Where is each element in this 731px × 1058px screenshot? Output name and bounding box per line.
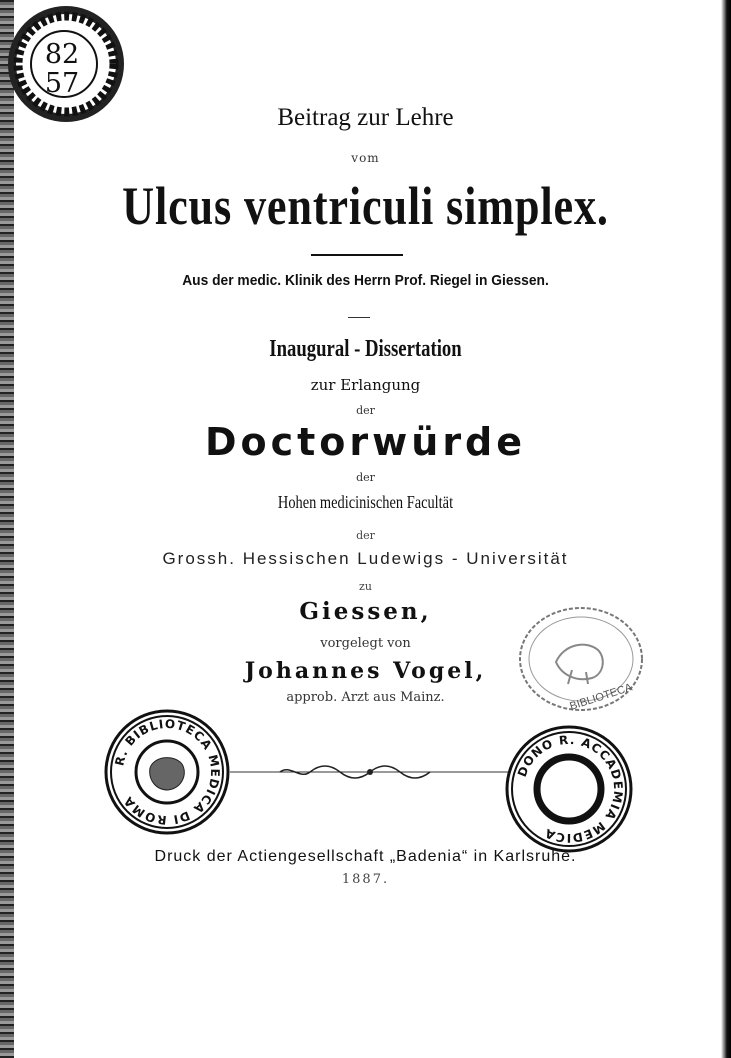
library-oval-stamp <box>516 604 646 714</box>
dissertation-heading: Inaugural - Dissertation <box>269 336 462 362</box>
degree-title: Doctorwürde <box>204 420 527 464</box>
university-line: Grossh. Hessischen Ludewigs - Universität <box>162 549 569 568</box>
printer-line: Druck der Actiengesellschaft „Badenia“ in Karlsruhe. <box>154 848 577 865</box>
author-description: approb. Arzt aus Mainz. <box>286 690 445 705</box>
library-round-stamp-right <box>502 724 636 854</box>
main-title: Ulcus ventriculi simplex. <box>122 176 609 236</box>
round-stamp-left-text: R. BIBLIOTECA MEDICA DI ROMA <box>112 716 223 828</box>
connector-der-2: der <box>356 471 375 484</box>
author-name: Johannes Vogel, <box>244 658 487 684</box>
connector-der-3: der <box>356 529 375 542</box>
shelfmark-number-bottom: 57 <box>44 68 80 99</box>
shelfmark-number-top: 82 <box>44 39 80 70</box>
presented-by-line: vorgelegt von <box>320 636 411 651</box>
connector-vom: vom <box>351 151 380 165</box>
round-stamp-right-text: DONO R. ACCADEMIA MEDICA <box>514 732 626 846</box>
faculty-line: Hohen medicinischen Facultät <box>277 492 454 512</box>
library-round-stamp-left <box>102 708 232 836</box>
subtitle-beitrag: Beitrag zur Lehre <box>277 104 454 131</box>
oval-stamp-text: BIBLIOTECA <box>568 681 634 713</box>
ornament-rule <box>220 760 520 784</box>
connector-der-1: der <box>356 404 375 417</box>
publication-year: 1887. <box>341 872 390 887</box>
title-rule <box>311 254 403 256</box>
connector-zu: zu <box>359 580 372 593</box>
small-dash <box>348 317 370 318</box>
clinic-line: Aus der medic. Klinik des Herrn Prof. Riegel in Giessen. <box>182 272 549 289</box>
city-line: Giessen, <box>299 598 432 625</box>
line-zur-erlangung: zur Erlangung <box>310 376 421 394</box>
